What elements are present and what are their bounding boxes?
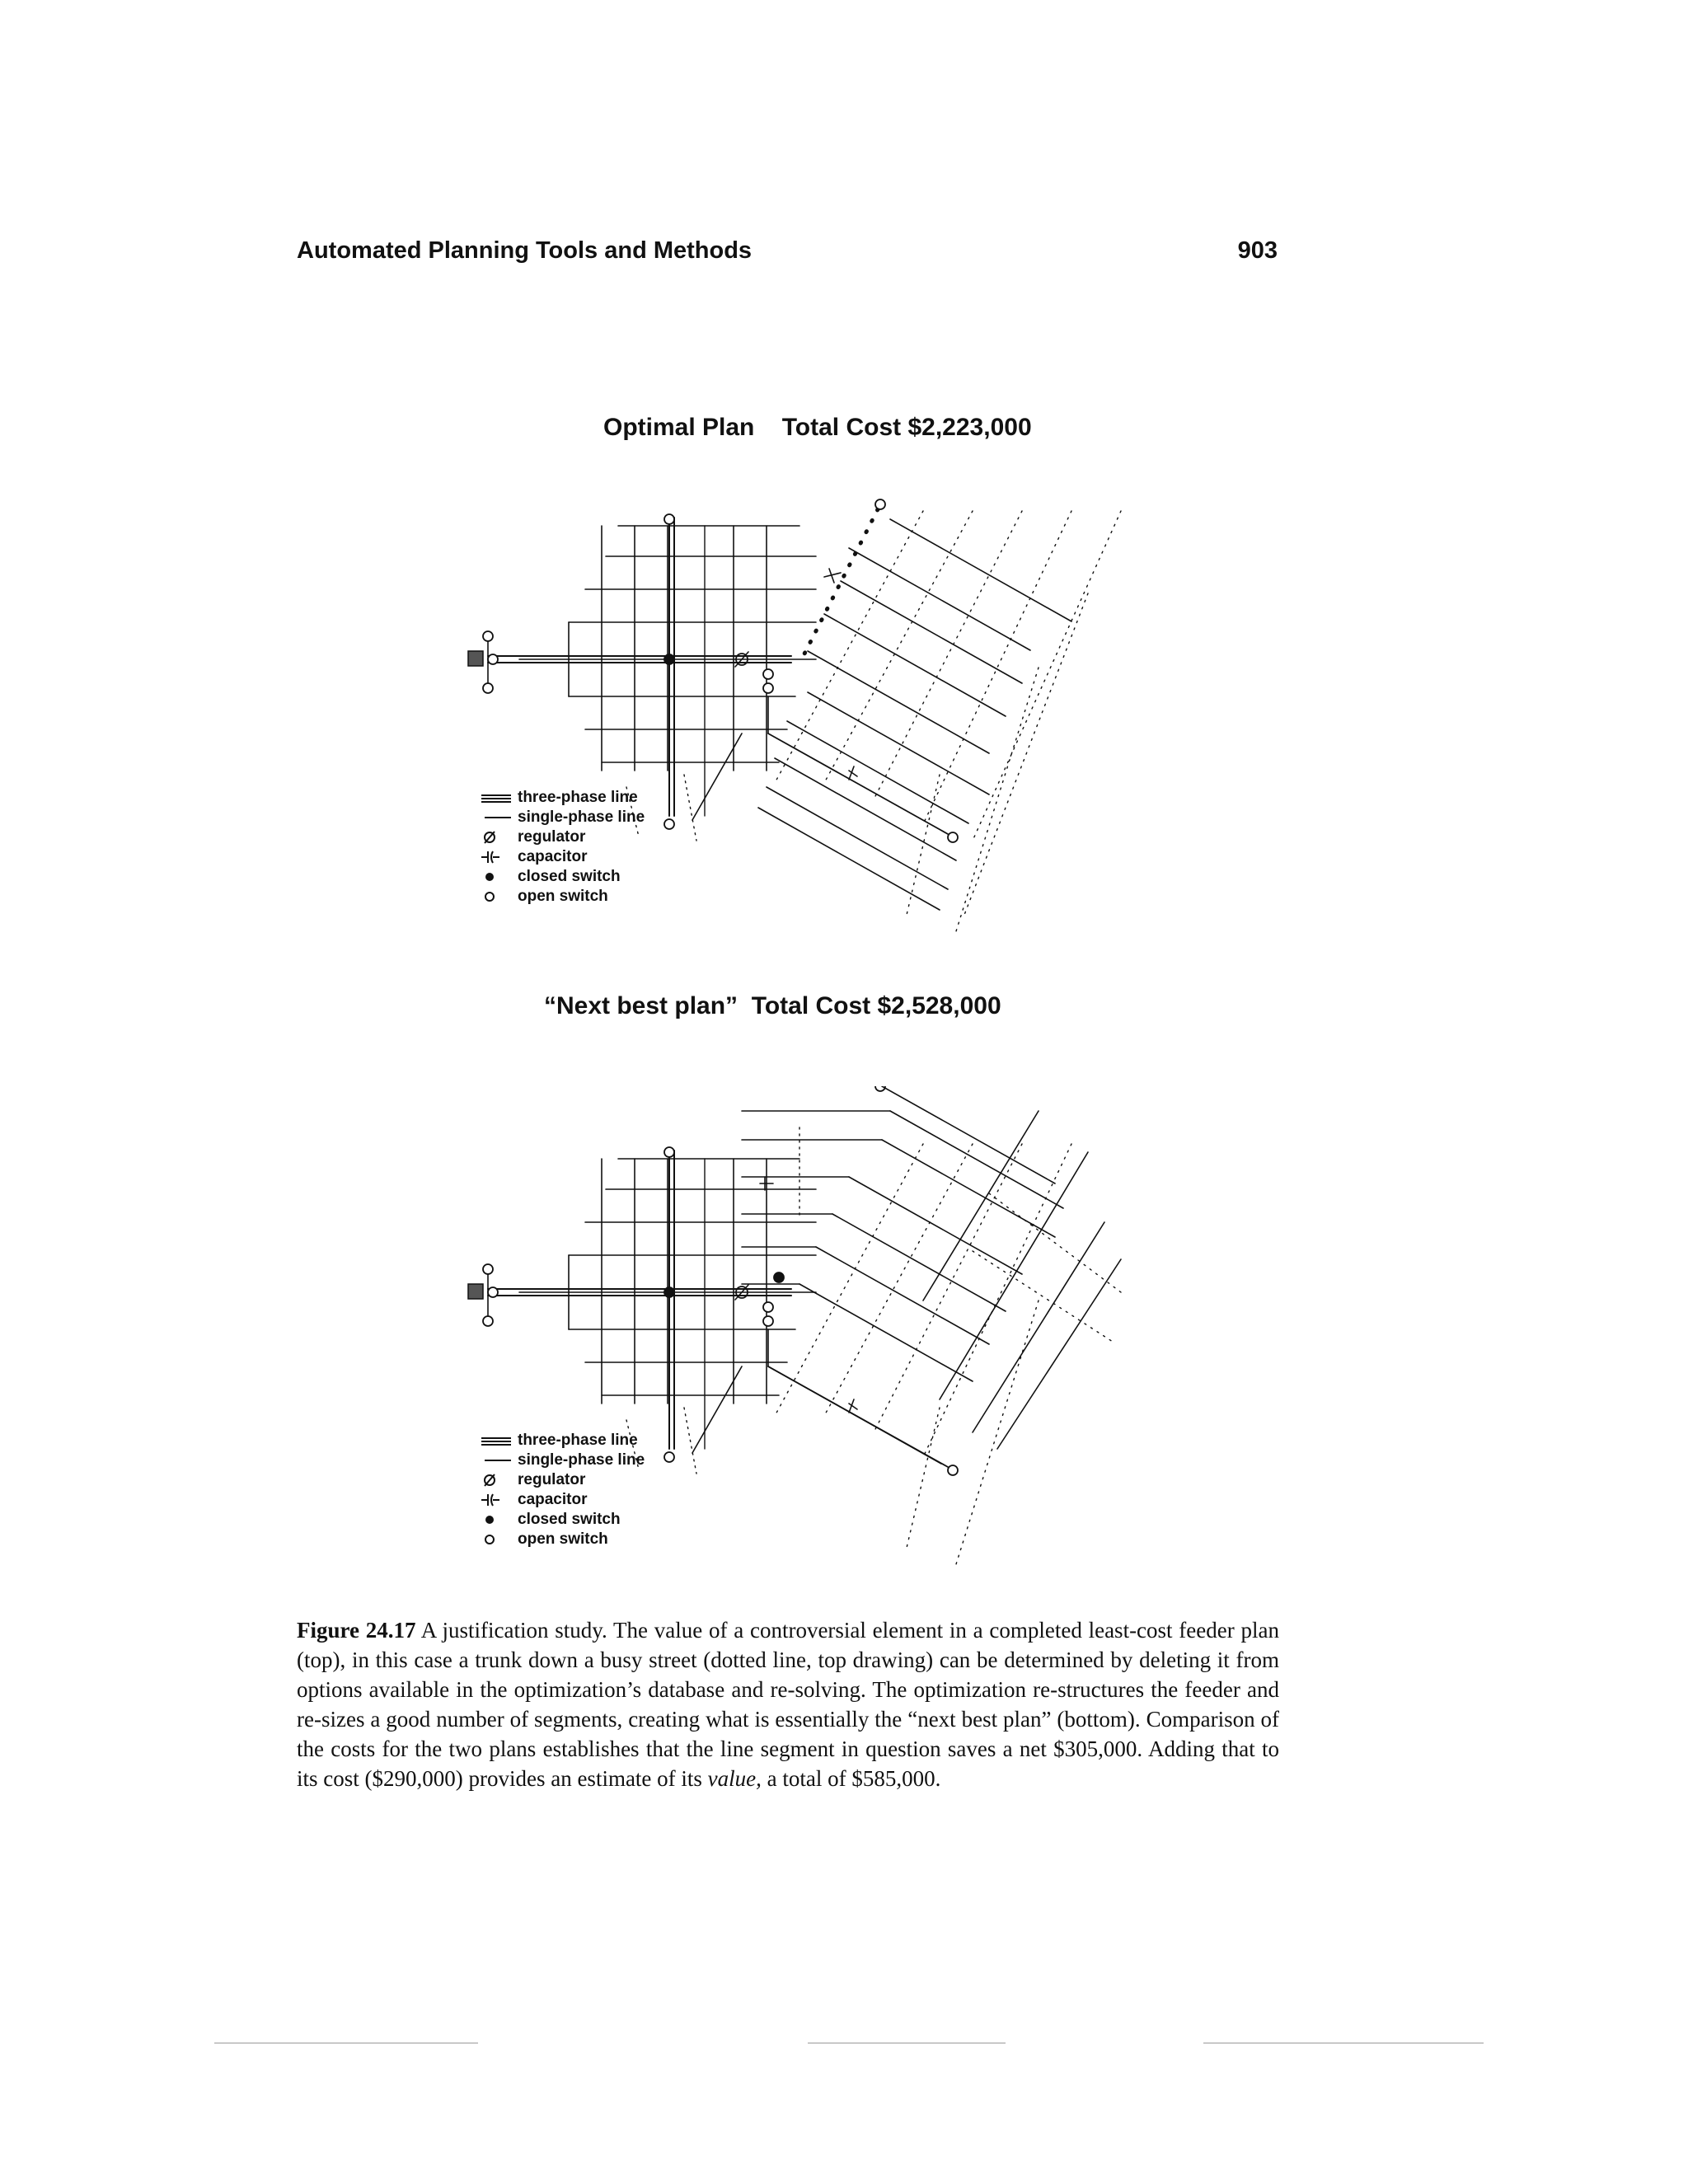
legend-label: open switch xyxy=(518,888,608,905)
diagonal-feeder-segment xyxy=(767,787,948,889)
trunk-branch xyxy=(768,1366,948,1467)
closed-switch-marker xyxy=(664,1287,674,1297)
open-switch-marker xyxy=(488,654,498,664)
diagonal-feeder-segment xyxy=(882,1086,1055,1183)
ascending-feeder xyxy=(940,1152,1088,1399)
open-switch-marker xyxy=(763,1302,773,1312)
legend-label: single-phase line xyxy=(518,1451,645,1469)
open-switch-marker xyxy=(875,499,885,509)
page-number: 903 xyxy=(1237,237,1278,264)
three-phase-line-symbol xyxy=(478,1431,518,1451)
bottom-figure-title: “Next best plan” Total Cost $2,528,000 xyxy=(544,992,1001,1019)
bottom-legend xyxy=(478,1431,645,1549)
open-switch-marker xyxy=(483,683,493,693)
candidate-route xyxy=(964,593,1088,915)
dotted-lateral xyxy=(684,775,696,841)
open-switch-marker xyxy=(664,514,674,524)
caption-emphasis: value, xyxy=(707,1766,762,1791)
capacitor-symbol xyxy=(478,847,518,867)
running-head-title: Automated Planning Tools and Methods xyxy=(297,237,753,264)
dotted-lateral xyxy=(684,1408,696,1474)
closed-switch-marker xyxy=(774,1272,784,1282)
legend-row xyxy=(478,1510,645,1530)
legend-label: capacitor xyxy=(518,848,588,865)
closed-switch-symbol xyxy=(478,1510,518,1530)
candidate-route xyxy=(824,511,973,783)
lateral-branch xyxy=(692,733,742,820)
diagonal-feeder-segment xyxy=(816,1247,989,1344)
diagonal-feeder-segment xyxy=(849,548,1030,650)
single-phase-line-symbol xyxy=(478,808,518,827)
diagonal-feeder-segment xyxy=(775,758,956,860)
diagonal-feeder-segment xyxy=(841,581,1022,683)
legend-label: closed switch xyxy=(518,1511,621,1528)
diagonal-feeder-segment xyxy=(849,1177,1022,1274)
candidate-route xyxy=(973,511,1121,841)
open-switch-marker xyxy=(488,1287,498,1297)
legend-row xyxy=(478,1451,645,1470)
diagonal-feeder-segment xyxy=(824,614,1006,716)
diagonal-feeder-segment xyxy=(890,519,1071,621)
candidate-route xyxy=(973,1251,1113,1342)
open-switch-marker xyxy=(763,669,773,679)
running-head xyxy=(297,237,1278,270)
legend-label: three-phase line xyxy=(518,1432,638,1449)
open-switch-marker xyxy=(483,1264,493,1274)
legend-row xyxy=(478,847,645,867)
legend-row xyxy=(478,1431,645,1451)
scan-artifact xyxy=(1203,2042,1484,2044)
trunk-branch xyxy=(768,733,948,834)
ascending-feeder xyxy=(997,1259,1121,1449)
open-switch-symbol xyxy=(478,887,518,907)
legend-label: regulator xyxy=(518,1471,586,1488)
legend-row xyxy=(478,808,645,827)
legend-row xyxy=(478,1530,645,1549)
figure-caption xyxy=(297,1615,1279,1793)
candidate-route xyxy=(775,1144,923,1416)
controversial-trunk xyxy=(799,509,878,663)
regulator-symbol xyxy=(478,827,518,847)
candidate-route xyxy=(956,668,1039,931)
candidate-route xyxy=(907,1408,940,1548)
open-switch-marker xyxy=(763,1316,773,1326)
open-switch-marker xyxy=(948,1465,958,1475)
diagonal-feeder-segment xyxy=(808,692,989,794)
single-phase-line-symbol xyxy=(478,1451,518,1470)
candidate-route xyxy=(775,511,923,783)
scan-artifact xyxy=(214,2042,478,2044)
legend-row xyxy=(478,788,645,808)
top-legend xyxy=(478,788,645,907)
ascending-feeder xyxy=(973,1222,1104,1432)
diagonal-feeder-segment xyxy=(799,1284,973,1381)
closed-switch-marker xyxy=(664,654,674,664)
substation-icon xyxy=(468,651,483,666)
three-phase-line-symbol xyxy=(478,788,518,808)
open-switch-symbol xyxy=(478,1530,518,1549)
caption-label: Figure 24.17 xyxy=(297,1618,416,1643)
diagonal-feeder-segment xyxy=(758,808,940,910)
regulator-symbol xyxy=(478,1470,518,1490)
legend-label: regulator xyxy=(518,828,586,846)
substation-icon xyxy=(468,1284,483,1299)
legend-row xyxy=(478,827,645,847)
open-switch-marker xyxy=(664,1147,674,1157)
legend-row xyxy=(478,887,645,907)
open-switch-marker xyxy=(664,819,674,829)
open-switch-marker xyxy=(483,1316,493,1326)
lateral-branch xyxy=(692,1366,742,1453)
open-switch-marker xyxy=(763,683,773,693)
diagonal-feeder-segment xyxy=(808,651,989,753)
legend-label: open switch xyxy=(518,1530,608,1548)
caption-text: A justification study. The value of a controversial element in a completed least-cost feeder plan (top), in this case a trunk down a busy street (dotted line, top drawing) can be determined by deleting it from options available in the optimization’s database and re-solving. The optimization re-structures the feeder and re-sizes a good number of segments, creating what is essentially the “next best plan” (bottom). Comparison of the costs for the two plans establishes that the line segment in question saves a net $305,000. Adding that to its cost ($290,000) provides an estimate of its xyxy=(297,1618,1279,1791)
legend-row xyxy=(478,1470,645,1490)
legend-row xyxy=(478,1490,645,1510)
legend-label: single-phase line xyxy=(518,808,645,826)
candidate-route xyxy=(874,511,1022,799)
legend-row xyxy=(478,867,645,887)
caption-text-end: a total of $585,000. xyxy=(761,1766,941,1791)
open-switch-marker xyxy=(948,832,958,842)
legend-label: closed switch xyxy=(518,868,621,885)
closed-switch-symbol xyxy=(478,867,518,887)
candidate-route xyxy=(956,1301,1039,1564)
open-switch-marker xyxy=(664,1452,674,1462)
legend-label: three-phase line xyxy=(518,789,638,806)
legend-label: capacitor xyxy=(518,1491,588,1508)
diagonal-feeder-segment xyxy=(787,721,968,823)
top-figure-title: Optimal Plan Total Cost $2,223,000 xyxy=(603,414,1032,441)
capacitor-symbol xyxy=(478,1490,518,1510)
scan-artifact xyxy=(808,2042,1006,2044)
open-switch-marker xyxy=(483,631,493,641)
